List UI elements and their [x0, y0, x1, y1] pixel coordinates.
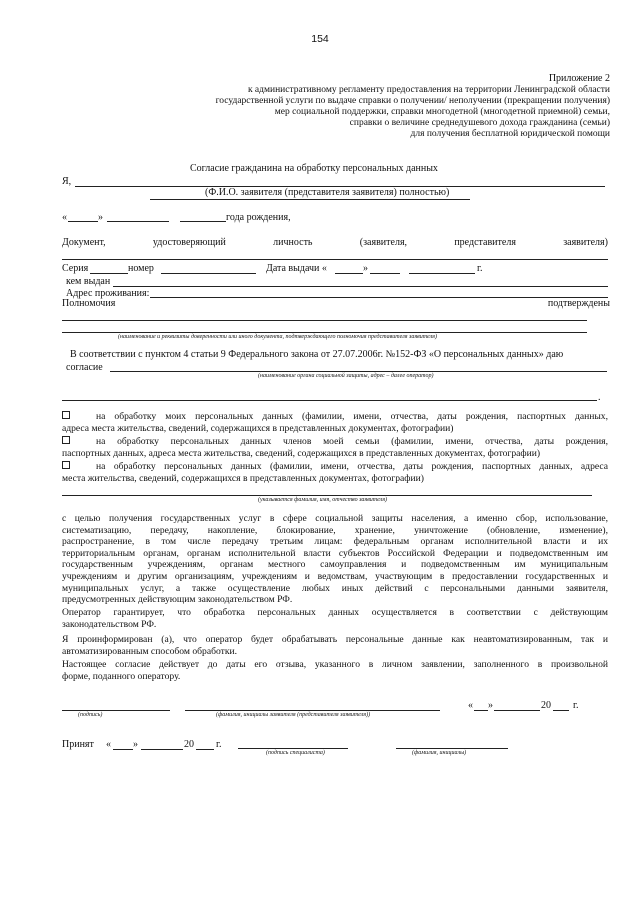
operator-field-2[interactable]	[62, 400, 597, 401]
paragraph-line: законодательством РФ.	[62, 618, 157, 630]
number-field[interactable]	[161, 273, 256, 274]
checkbox-item-1	[62, 411, 608, 434]
form-title: Согласие гражданина на обработку персональных данных	[190, 163, 438, 174]
address-label: Адрес проживания:	[66, 288, 150, 299]
accepted-date-close: »	[133, 739, 138, 750]
appendix-line: государственной услуги по выдаче справки о получении/ неполучении (прекращении получения)	[215, 96, 610, 106]
paragraph-line: систематизацию, передачу, накопление, блокирование, хранение, уничтожение (обновление, изменение),	[62, 524, 608, 536]
issue-close-quote: »	[363, 263, 368, 274]
operator-field[interactable]	[110, 371, 607, 372]
address-field[interactable]	[150, 297, 608, 298]
paragraph-line: распространение, в том числе передачу третьим лицам: федеральным органам исполнительной власти и их	[62, 536, 608, 548]
accepted-date-open: «	[106, 739, 111, 750]
operator-field-end: .	[598, 392, 601, 403]
birth-year-label: года рождения,	[226, 212, 291, 223]
birth-close-quote: »	[98, 212, 103, 223]
paragraph-line: Оператор гарантирует, что обработка персональных данных осуществляется в соответствии с действующим	[62, 607, 608, 618]
appendix-line: справки о величине среднедушевого дохода гражданина (семьи)	[349, 118, 610, 128]
specialist-signature-field[interactable]	[238, 748, 348, 749]
purpose-paragraph	[62, 513, 608, 606]
authority-label: Полномочия	[62, 298, 116, 309]
issued-by-field[interactable]	[113, 286, 608, 287]
fio-field-underline	[150, 199, 470, 200]
birth-year-field[interactable]	[180, 221, 226, 222]
paragraph-line: учреждениям и другим организациям, учреждениям и ведомствам, участвующим в предоставлении государственных и	[62, 570, 608, 582]
document-word: удостоверяющий	[152, 237, 226, 248]
checkbox-text: на обработку персональных данных членов моей семьи (фамилии, имени, отчества, даты рождения,	[96, 436, 608, 447]
series-label: Серия	[62, 263, 89, 274]
document-word: Документ,	[62, 237, 106, 248]
sign-year-suffix: г.	[573, 700, 579, 711]
checkbox-text: места жительства, сведений, содержащихся в представленных документах, фотографии)	[62, 472, 424, 484]
specialist-initials-field[interactable]	[396, 748, 508, 749]
document-line	[62, 237, 608, 249]
sign-year-prefix: 20	[541, 700, 551, 711]
checkbox-caption: (указывается фамилия, имя, отчество заявителя)	[258, 497, 388, 503]
issue-day-field[interactable]	[335, 273, 363, 274]
paragraph-line: предусмотренных действующим законодательством РФ.	[62, 594, 293, 606]
specialist-initials-caption: (фамилия, инициалы)	[412, 750, 467, 756]
family-member-field[interactable]	[62, 495, 592, 496]
appendix-line: к административному регламенту предоставления на территории Ленинградской области	[247, 85, 610, 95]
authority-field-2[interactable]	[62, 332, 587, 333]
paragraph-line: форме, поданного оператору.	[62, 670, 181, 682]
paragraph-line: с целью получения государственных услуг в сфере социальной защиты населения, а именно сбор, использование,	[62, 513, 608, 524]
checkbox-text: на обработку персональных данных (фамилии, имени, отчества, даты рождения, паспортных данных, адреса	[96, 461, 608, 472]
number-label: номер	[128, 263, 154, 274]
checkbox-text: паспортных данных, адреса места жительства, сведений, содержащихся в представленных документах, фотографии)	[62, 447, 541, 459]
accepted-year-field[interactable]	[196, 749, 214, 750]
birth-day-field[interactable]	[68, 221, 98, 222]
appendix-header	[216, 73, 610, 140]
checkbox-item-3	[62, 461, 608, 484]
accepted-month-field[interactable]	[141, 749, 183, 750]
accordance-line: В соответствии с пунктом 4 статьи 9 Федерального закона от 27.07.2006г. №152-ФЗ «О персональных данных» даю	[70, 349, 564, 360]
sign-date-open: «	[468, 700, 473, 711]
appendix-title: Приложение 2	[548, 73, 610, 84]
issue-year-field[interactable]	[409, 273, 475, 274]
validity-paragraph	[62, 659, 608, 682]
applicant-name-field[interactable]	[185, 710, 440, 711]
document-field[interactable]	[62, 259, 608, 260]
issue-year-suffix: г.	[477, 263, 483, 274]
document-word: заявителя)	[563, 237, 608, 248]
sign-day-field[interactable]	[474, 710, 488, 711]
operator-caption: (наименование органа социальной защиты, адрес – далее оператор)	[258, 373, 434, 379]
issue-month-field[interactable]	[370, 273, 400, 274]
sign-date-close: »	[488, 700, 493, 711]
document-word: представителя	[454, 237, 516, 248]
series-field[interactable]	[90, 273, 128, 274]
ya-label: Я,	[62, 176, 72, 187]
page-number: 154	[311, 33, 329, 45]
birth-open-quote: «	[62, 212, 67, 223]
specialist-signature-caption: (подпись специалиста)	[266, 750, 325, 756]
informed-paragraph	[62, 634, 608, 657]
sign-month-field[interactable]	[494, 710, 540, 711]
fio-caption: (Ф.И.О. заявителя (представителя заявителя) полностью)	[205, 187, 450, 198]
accordance-consent: согласие	[66, 362, 103, 373]
accepted-year-suffix: г.	[216, 739, 222, 750]
document-word: (заявителя,	[359, 237, 408, 248]
appendix-line: мер социальной поддержки, справки многодетной (многодетной приемной) семьи,	[274, 107, 610, 117]
checkbox-text: на обработку моих персональных данных (фамилии, имени, отчества, даты рождения, паспортных данных,	[96, 411, 608, 422]
paragraph-line: Настоящее согласие действует до даты его отзыва, указанного в личном заявлении, заполненного в произвольной	[62, 659, 608, 670]
issued-by-label: кем выдан	[66, 276, 111, 287]
paragraph-line: государственным учреждениям, органам местного самоуправления и подведомственным им муниципальным	[62, 559, 608, 571]
document-word: личность	[273, 237, 313, 248]
signature-caption: (подпись)	[78, 712, 103, 718]
sign-year-field[interactable]	[553, 710, 569, 711]
authority-field[interactable]	[62, 320, 587, 321]
accepted-label: Принят	[62, 739, 94, 750]
paragraph-line: Я проинформирован (а), что оператор будет обрабатывать персональные данные как неавтоматизированным, так и	[62, 634, 608, 645]
authority-confirmed: подтверждены	[547, 298, 610, 309]
issue-date-label: Дата выдачи «	[266, 263, 327, 274]
accepted-year-prefix: 20	[184, 739, 194, 750]
paragraph-line: территориальным органам, органам исполнительной власти субъектов Российской Федерации и подведомственным им	[62, 547, 608, 559]
authority-caption: (наименование и реквизиты доверенности или иного документа, подтверждающего полномочия представителя заявителя)	[118, 334, 437, 340]
checkbox-item-2	[62, 436, 608, 459]
paragraph-line: автоматизированным способом обработки.	[62, 645, 238, 657]
applicant-name-caption: (фамилия, инициалы заявителя (представителя заявителя))	[216, 712, 371, 718]
accepted-day-field[interactable]	[113, 749, 133, 750]
appendix-line: для получения бесплатной юридической помощи	[410, 129, 610, 139]
checkbox-text: адреса места жительства, сведений, содержащихся в представленных документах, фотографии)	[62, 422, 454, 434]
birth-month-field[interactable]	[107, 221, 169, 222]
checkbox-2[interactable]	[62, 436, 70, 444]
checkbox-1[interactable]	[62, 411, 70, 419]
checkbox-3[interactable]	[62, 461, 70, 469]
signature-field[interactable]	[62, 710, 170, 711]
paragraph-line: муниципальных услуг, а также осуществление любых иных действий с персональными данными заявителя,	[62, 582, 608, 594]
operator-paragraph	[62, 607, 608, 630]
